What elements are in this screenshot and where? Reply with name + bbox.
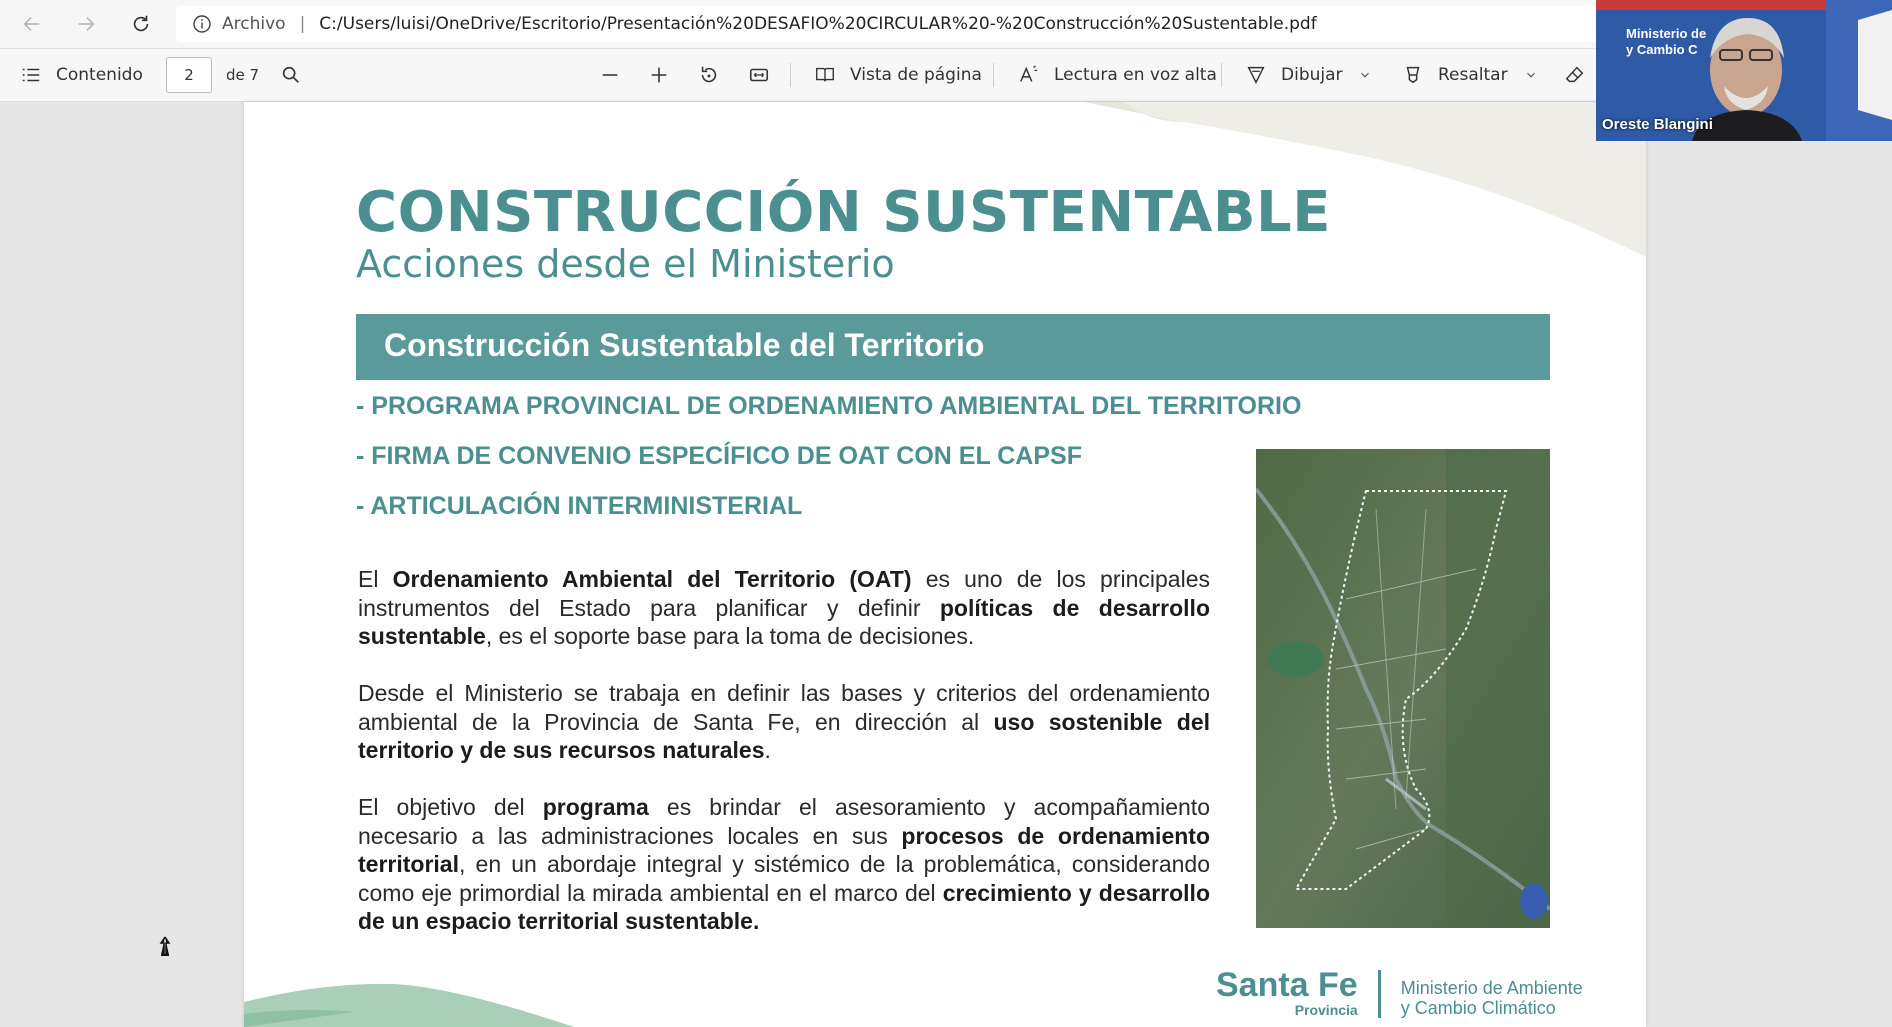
pdf-page — [244, 102, 1646, 1027]
satellite-map-image — [1256, 449, 1550, 928]
url-field[interactable] — [176, 6, 1596, 42]
bullet-item: - ARTICULACIÓN INTERMINISTERIAL — [356, 492, 803, 520]
province-name: Santa Fe — [1216, 966, 1358, 1004]
paragraph-bold: procesos de ordenamiento territorial — [358, 822, 1210, 877]
eraser-icon — [1564, 64, 1586, 86]
paragraph-objective — [358, 793, 1210, 936]
province-label: Provincia — [1294, 1002, 1358, 1018]
highlighter-icon — [1402, 64, 1424, 86]
highlight-options-button[interactable] — [1524, 49, 1538, 101]
paragraph-oat — [358, 565, 1210, 651]
paragraph-text: es uno de los principales instrumentos del Estado para planificar y definir — [358, 566, 1211, 621]
paragraph-text: Desde el Ministerio se trabaja en definir las bases y criterios del ordenamiento ambiental de la Provincia de Santa Fe, en dirección al — [358, 680, 1210, 735]
draw-pen-icon — [1245, 64, 1267, 86]
forward-button[interactable] — [72, 10, 100, 38]
zoom-out-button[interactable] — [599, 49, 621, 101]
contents-label: Contenido — [56, 65, 143, 85]
paragraph-bold: Ordenamiento Ambiental del Territorio (OAT) — [392, 566, 912, 592]
participant-name: Oreste Blangini — [1602, 116, 1713, 133]
book-icon — [814, 64, 836, 86]
video-background-line: y Cambio C — [1626, 42, 1698, 57]
rotate-icon — [698, 64, 720, 86]
page-total-label: de 7 — [226, 66, 260, 84]
draw-label: Dibujar — [1281, 65, 1343, 85]
search-icon — [280, 64, 302, 86]
info-icon[interactable] — [192, 14, 212, 34]
read-aloud-icon — [1018, 64, 1040, 86]
chevron-down-icon — [1524, 68, 1538, 82]
video-call-tile[interactable] — [1596, 0, 1892, 141]
reload-button[interactable] — [127, 10, 155, 38]
ministry-name — [1401, 968, 1583, 1018]
arrow-left-icon — [21, 13, 43, 35]
ministry-line: y Cambio Climático — [1400, 998, 1556, 1018]
toolbar-divider — [790, 63, 791, 87]
highlight-label: Resaltar — [1438, 65, 1508, 85]
paragraph-text: , en un abordaje integral y sistémico de la problemática, considerando como eje primordial la mirada ambiental en el marco del — [358, 851, 1210, 906]
url-scheme-label: Archivo — [222, 14, 286, 34]
minus-icon — [599, 64, 621, 86]
find-button[interactable] — [280, 49, 302, 101]
draw-button[interactable] — [1245, 49, 1343, 101]
bullet-item: - PROGRAMA PROVINCIAL DE ORDENAMIENTO AMBIENTAL DEL TERRITORIO — [356, 392, 1302, 420]
list-icon — [20, 64, 42, 86]
logo-divider — [1378, 970, 1381, 1018]
paragraph-bold: políticas de desarrollo sustentable — [358, 594, 1210, 649]
page-number-input[interactable]: 2 — [166, 57, 212, 93]
paragraph-ministry — [358, 679, 1210, 765]
contents-button[interactable] — [20, 49, 143, 101]
read-aloud-label: Lectura en voz alta — [1054, 65, 1217, 85]
resize-cursor-icon — [159, 935, 171, 959]
plus-icon — [648, 64, 670, 86]
paragraph-bold: uso sostenible del territorio y de sus recursos naturales — [358, 708, 1211, 763]
reload-icon — [130, 13, 152, 35]
bullet-item: - FIRMA DE CONVENIO ESPECÍFICO DE OAT CON EL CAPSF — [356, 442, 1082, 470]
paragraph-text: El — [358, 566, 393, 592]
url-text[interactable]: C:/Users/luisi/OneDrive/Escritorio/Presentación%20DESAFIO%20CIRCULAR%20-%20Construcción%20Sustentable.pdf — [319, 14, 1317, 34]
toolbar-divider — [993, 63, 994, 87]
fit-page-button[interactable] — [748, 49, 770, 101]
slide-subtitle: Acciones desde el Ministerio — [356, 242, 895, 286]
video-background-text — [1626, 26, 1706, 58]
zoom-in-button[interactable] — [648, 49, 670, 101]
paragraph-text: . — [764, 737, 771, 763]
erase-button[interactable] — [1564, 49, 1586, 101]
url-separator: | — [299, 14, 306, 34]
highlight-button[interactable] — [1402, 49, 1508, 101]
paragraph-text: , es el soporte base para la toma de decisiones. — [485, 623, 975, 649]
chevron-down-icon — [1358, 68, 1372, 82]
section-banner: Construcción Sustentable del Territorio — [356, 314, 1550, 380]
rotate-button[interactable] — [698, 49, 720, 101]
footer-logo — [1216, 968, 1583, 1018]
back-button[interactable] — [18, 10, 46, 38]
paragraph-text: El objetivo del — [358, 794, 543, 820]
page-view-button[interactable] — [814, 49, 982, 101]
draw-options-button[interactable] — [1358, 49, 1372, 101]
paragraph-bold: programa — [542, 794, 649, 820]
read-aloud-button[interactable] — [1018, 49, 1217, 101]
bullet-list — [356, 392, 1301, 542]
video-background-line: Ministerio de — [1626, 26, 1707, 41]
page-view-label: Vista de página — [850, 65, 982, 85]
toolbar-divider — [1221, 63, 1222, 87]
slide-title: CONSTRUCCIÓN SUSTENTABLE — [356, 180, 1331, 245]
fit-width-icon — [748, 64, 770, 86]
paragraph-bold: crecimiento y desarrollo de un espacio territorial sustentable. — [358, 879, 1210, 934]
paragraph-text: es brindar el asesoramiento y acompañamiento necesario a las administraciones locales en sus — [358, 794, 1210, 849]
arrow-right-icon — [75, 13, 97, 35]
ministry-line: Ministerio de Ambiente — [1400, 978, 1583, 998]
